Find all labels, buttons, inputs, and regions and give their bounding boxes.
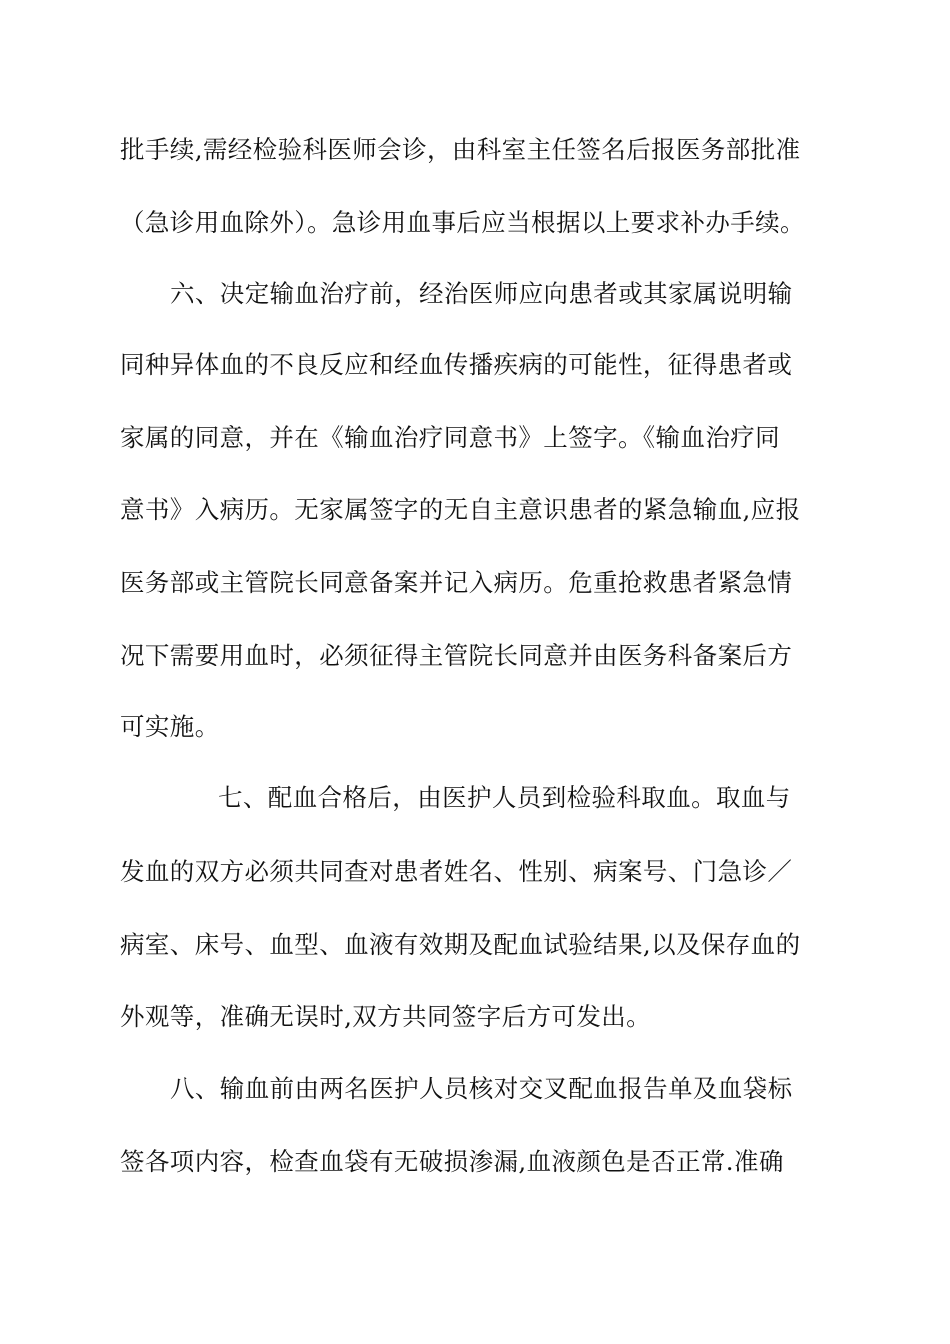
text-line: 意书》入病历。无家属签字的无自主意识患者的紧急输血,应报 [120, 495, 801, 524]
text-line: 病室、床号、血型、血液有效期及配血试验结果,以及保存血的 [120, 930, 801, 959]
text-line: （急诊用血除外）。急诊用血事后应当根据以上要求补办手续。 [120, 208, 805, 237]
text-line: 发血的双方必须共同查对患者姓名、性别、病案号、门急诊／ [120, 857, 793, 886]
text-line: 况下需要用血时，必须征得主管院长同意并由医务科备案后方 [120, 641, 793, 670]
text-line: 家属的同意，并在《输血治疗同意书》上签字。《输血治疗同 [120, 423, 781, 452]
text-line: 签各项内容，检查血袋有无破损渗漏,血液颜色是否正常.准确 [120, 1147, 784, 1176]
paragraph-6-start: 六、决定输血治疗前，经治医师应向患者或其家属说明输 [170, 279, 793, 308]
text-line: 同种异体血的不良反应和经血传播疾病的可能性，征得患者或 [120, 350, 793, 379]
text-line: 批手续,需经检验科医师会诊，由科室主任签名后报医务部批准 [120, 135, 801, 164]
paragraph-7-start: 七、配血合格后，由医护人员到检验科取血。取血与 [218, 783, 791, 812]
text-line: 外观等，准确无误时,双方共同签字后方可发出。 [120, 1002, 652, 1031]
text-line: 可实施。 [120, 712, 220, 741]
paragraph-8-start: 八、输血前由两名医护人员核对交叉配血报告单及血袋标 [170, 1074, 793, 1103]
text-line: 医务部或主管院长同意备案并记入病历。危重抢救患者紧急情 [120, 568, 793, 597]
